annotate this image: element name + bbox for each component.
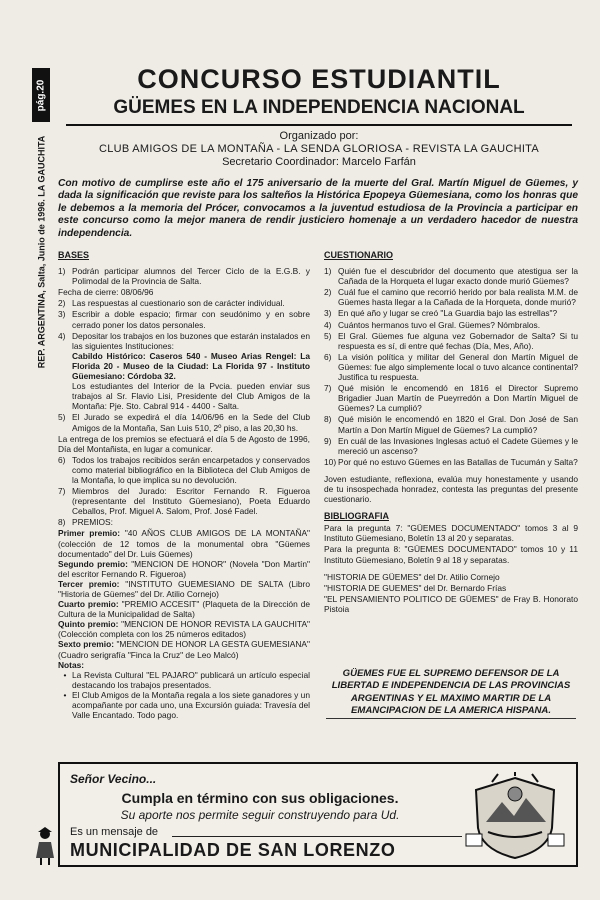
ad-tagline: Su aporte nos permite seguir construyendo para Ud. [120, 808, 400, 822]
bases-heading: BASES [58, 250, 90, 260]
bibliography-book: "EL PENSAMIENTO POLITICO DE GÜEMES" de Fray B. Honorato Pistoia [324, 593, 578, 614]
closing-date: Fecha de cierre: 08/06/96 [58, 287, 154, 298]
prize-2: Segundo premio: "MENCION DE HONOR" (Novela "Don Martín" del escritor Fernando R. Figueroa) [58, 558, 310, 579]
issue-line: REP. ARGENTINA, Salta, Junio de 1996. LA GAUCHITA [36, 135, 47, 369]
prize-1: Primer premio: "40 AÑOS CLUB AMIGOS DE LA MONTAÑA" (colección de 12 tomos de la monumental obra "Güemes documentado" del Dr. Luis Güemes) [58, 528, 311, 559]
organizers [66, 130, 572, 169]
questionnaire-column [324, 250, 578, 615]
question: 7) Qué misión le encomendó en 1816 el Director Supremo Brigadier Juan Martín de Pueyrredón a Don Martín Miguel de Güemes? La cumplió? [324, 383, 578, 414]
question: 8) Qué misión le encomendó en 1820 el Gral. Don José de San Martín a Don Martín Miguel de Güemes? La cumplió? [324, 414, 578, 435]
bases-item: 3) Escribir a doble espacio; firmar con seudónimo y en sobre cerrado poner los datos personales. [58, 309, 310, 330]
bases-item: 8) PREMIOS: [58, 517, 113, 528]
page-subtitle: GÜEMES EN LA INDEPENDENCIA NACIONAL [113, 97, 525, 118]
notes-label: Notas: [58, 659, 85, 670]
bases-item: 2) Las respuestas al cuestionario son de carácter individual. [58, 298, 285, 309]
page-title: CONCURSO ESTUDIANTIL [137, 64, 501, 94]
ad-greeting: Señor Vecino... [70, 772, 157, 786]
ad-message-label: Es un mensaje de [70, 826, 159, 838]
awards-date: La entrega de los premios se efectuará el día 5 de Agosto de 1996, Día del Montañista, en lugar a comunicar. [58, 433, 310, 454]
subtitle-underline [66, 124, 572, 126]
interior-instructions: Los estudiantes del Interior de la Pvcia. pueden enviar sus trabajos al Sr. Flavio Lisi, Presidente del Club Amigos de la Montaña: Pje. Sto. Cabral 914 - 4400 - Salta. [72, 381, 310, 412]
side-strip [30, 62, 52, 372]
page-number-tag: pág.20 [32, 68, 50, 122]
bibliography-line: Para la pregunta 7: "GÜEMES DOCUMENTADO" tomos 3 al 9 Instituto Güemesiano, Boletín 13 al 20 y separatas. [324, 523, 578, 544]
bases-column [58, 250, 310, 720]
organizers-names: CLUB AMIGOS DE LA MONTAÑA - LA SENDA GLORIOSA - REVISTA LA GAUCHITA [98, 143, 540, 155]
prize-3: Tercer premio: "INSTITUTO GUEMESIANO DE SALTA (Libro "Historia de Güemes" del Dr. Atilio Cornejo) [58, 578, 310, 599]
organizers-label: Organizado por: [279, 130, 359, 142]
note-item: • El Club Amigos de la Montaña regala a los siete ganadores y un acompañante por cada uno, una Excursión guiada: Travesía del Valle Encantado. Todo pago. [63, 689, 310, 721]
intro-paragraph: Con motivo de cumplirse este año el 175 aniversario de la muerte del Gral. Martín Miguel de Güemes, y dada la significación que reviste para los salteños la Histórica Epopeya Güemesiana, como los honras que le debemos a la memoria del Prócer, convocamos a la juventud estudiosa de la Provincia a participar en este concurso como la mejor manera de rendir justiciero homenaje a un verdadero hacedor de nuestra independencia. [58, 178, 578, 239]
bases-item: 4) Depositar los trabajos en los buzones que estarán instalados en las siguientes Instituciones: Cabildo Histórico: Caseros 540 - Museo Arias Rengel: La Florida 20 - Museo de la Ciudad: La Florida 97 - Instituto Güemesiano: Córdoba 32. Los estudiantes del Interior de la Pvcia. pueden enviar sus trabajos al Sr. Flavio Lisi, Presidente del Club Amigos de la Montaña: Pje. Sto. Cabral 914 - 4400 - Salta. [58, 330, 310, 412]
question: 1) Quién fue el descubridor del documento que atestigua ser la Cañada de la Horqueta el lugar exacto donde murió Güemes? [324, 266, 578, 287]
bases-item: 1) Podrán participar alumnos del Tercer Ciclo de la E.G.B. y Polimodal de la Provincia de Salta. [58, 266, 310, 287]
tribute-underline [326, 718, 576, 719]
question: 10) Por qué no estuvo Güemes en las Batallas de Tucumán y Salta? [324, 456, 578, 467]
municipality-ad [58, 762, 578, 867]
tribute-statement: GÜEMES FUE EL SUPREMO DEFENSOR DE LA LIBERTAD E INDEPENDENCIA DE LAS PROVINCIAS ARGENTINAS Y EL MAXIMO MARTIR DE LA EMANCIPACION DE LA AMERICA HISPANA. [331, 668, 571, 717]
bibliography-book: "HISTORIA DE GÜEMES" del Dr. Atilio Cornejo [324, 571, 500, 582]
drop-locations: Cabildo Histórico: Caseros 540 - Museo Arias Rengel: La Florida 20 - Museo de la Ciudad: La Florida 97 - Instituto Güemesiano: Córdoba 32. [72, 350, 310, 382]
municipality-name: MUNICIPALIDAD DE SAN LORENZO [70, 840, 396, 860]
bases-item: 5) El Jurado se expedirá el día 14/06/96 en la Sede del Club Amigos de la Montaña, San Luis 510, 2º piso, a las 20,30 hs. [58, 412, 310, 433]
question: 6) La visión política y militar del General don Martín Miguel de Güemes: fue algo simplemente local o tuvo alcance continental? Justifica tu respuesta. [324, 351, 578, 383]
questionnaire-closing: Joven estudiante, reflexiona, evalúa muy honestamente y usando de tu insospechada honradez, contesta las preguntas del presente cuestionario. [324, 473, 578, 505]
bibliography-heading: BIBLIOGRAFIA [324, 511, 389, 522]
question: 3) En qué año y lugar se creó "La Guardia bajo las estrellas"? [324, 308, 558, 319]
municipal-crest-icon [462, 772, 568, 862]
ad-message-rule [172, 836, 462, 837]
bases-item: 6) Todos los trabajos recibidos serán encarpetados y conservados como material bibliográfico en la Biblioteca del Club Amigos de la Montaña, lo que implica su no devolución. [58, 454, 310, 485]
prize-4: Cuarto premio: "PREMIO ACCESIT" (Plaqueta de la Dirección de Cultura de la Municipalidad de Salta) [58, 599, 311, 620]
bases-item: 7) Miembros del Jurado: Escritor Fernando R. Figueroa (representante del Instituto Güemesiano), Poeta Eduardo Ceballos, Prof. Miguel A. Salom, Prof. José Fadel. [58, 486, 310, 517]
question: 9) En cuál de las Invasiones Inglesas actuó el Cadete Güemes y le mereció un ascenso? [324, 435, 578, 456]
prize-6: Sexto premio: "MENCION DE HONOR LA GESTA GUEMESIANA" (Cuadro serigrafía "Finca la Cruz" de Leo Malcó) [58, 639, 310, 660]
question: 4) Cuántos hermanos tuvo el Gral. Güemes? Nómbralos. [324, 319, 541, 330]
gauchita-mascot-icon [34, 826, 56, 866]
coordinator: Secretario Coordinador: Marcelo Farfán [222, 156, 416, 168]
bibliography-book: "HISTORIA DE GUEMES" del Dr. Bernardo Frías [324, 582, 507, 593]
bibliography-line: Para la pregunta 8: "GÜEMES DOCUMENTADO" tomos 10 y 11 Instituto Güemesiano, Boletín 9 al 18 y separatas. [324, 544, 578, 565]
prize-5: Quinto premio: "MENCION DE HONOR REVISTA LA GAUCHITA" (Colección completa con los 25 números editados) [58, 619, 311, 640]
questionnaire-heading: CUESTIONARIO [324, 250, 394, 260]
question: 2) Cuál fue el camino que recorrió herido por bala realista M.M. de Güemes hasta llegar a la Cañada de la Horqueta, donde murió? [324, 287, 578, 308]
ad-headline: Cumpla en término con sus obligaciones. [121, 790, 399, 806]
question: 5) El Gral. Güemes fue alguna vez Gobernador de Salta? Si tu respuesta es sí, di entre qué fechas (Día, Mes, Año). [324, 330, 578, 351]
note-item: • La Revista Cultural "EL PAJARO" publicará un artículo especial destacando los trabajos presentados. [63, 669, 310, 690]
